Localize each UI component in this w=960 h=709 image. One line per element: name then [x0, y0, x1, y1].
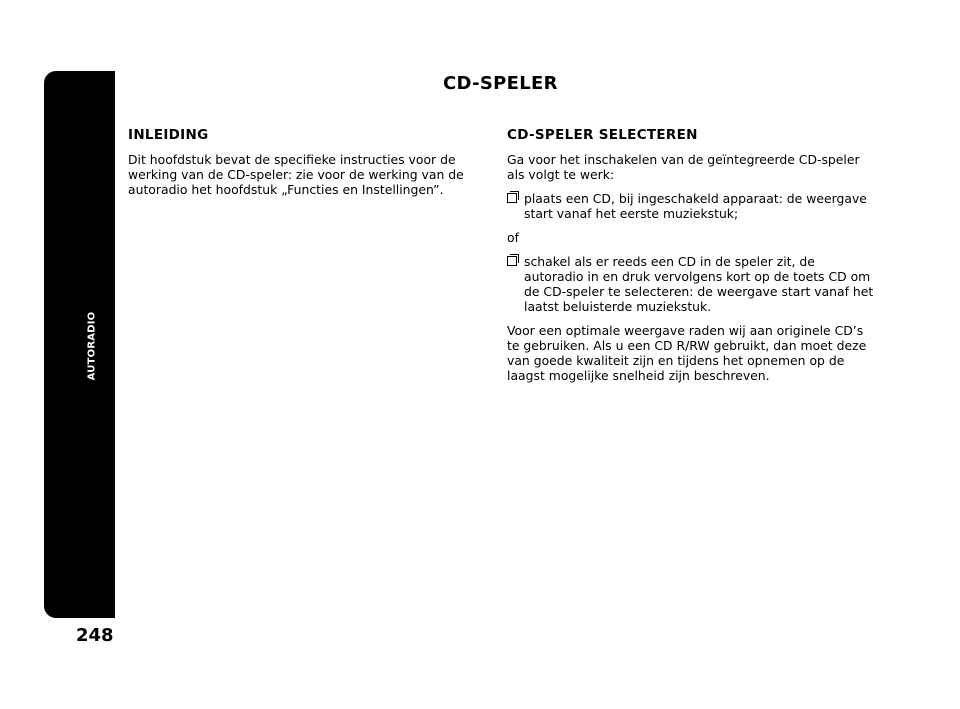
section-label: AUTORADIO	[86, 311, 98, 381]
page-number: 248	[76, 625, 114, 646]
list-item	[507, 191, 877, 221]
section-tab	[44, 71, 115, 618]
introduction-paragraph: Dit hoofdstuk bevat de specifieke instructies voor de werking van de CD-speler: zie voor de werking van de autoradio het hoofdstuk „Functies en Instellingen”.	[128, 152, 464, 197]
select-cd-intro: Ga voor het inschakelen van de geïntegreerde CD-speler als volgt te werk:	[507, 152, 860, 182]
closing-paragraph: Voor een optimale weergave raden wij aan originele CD’s te gebruiken. Als u een CD R/RW gebruikt, dan moet deze van goede kwaliteit zijn en tijdens het opnemen op de laagst mogelijke snelheid zijn beschreven.	[507, 323, 867, 383]
list-item-text: plaats een CD, bij ingeschakeld apparaat: de weergave start vanaf het eerste muziekstuk;	[524, 191, 867, 221]
section-heading-select-cd: CD-SPELER SELECTEREN	[507, 127, 698, 143]
list-item-text: schakel als er reeds een CD in de speler zit, de autoradio in en druk vervolgens kort op de toets CD om de CD-speler te selecteren: de weergave start vanaf het laatst beluisterde muziekstuk.	[524, 254, 874, 314]
checkbox-bullet-icon	[507, 193, 517, 203]
separator-text: of	[507, 230, 519, 245]
checkbox-bullet-icon	[507, 256, 517, 266]
section-heading-introduction: INLEIDING	[128, 127, 209, 143]
page-title: CD-SPELER	[443, 73, 558, 94]
list-item	[507, 254, 877, 314]
left-column	[128, 128, 478, 206]
right-column	[507, 128, 877, 392]
